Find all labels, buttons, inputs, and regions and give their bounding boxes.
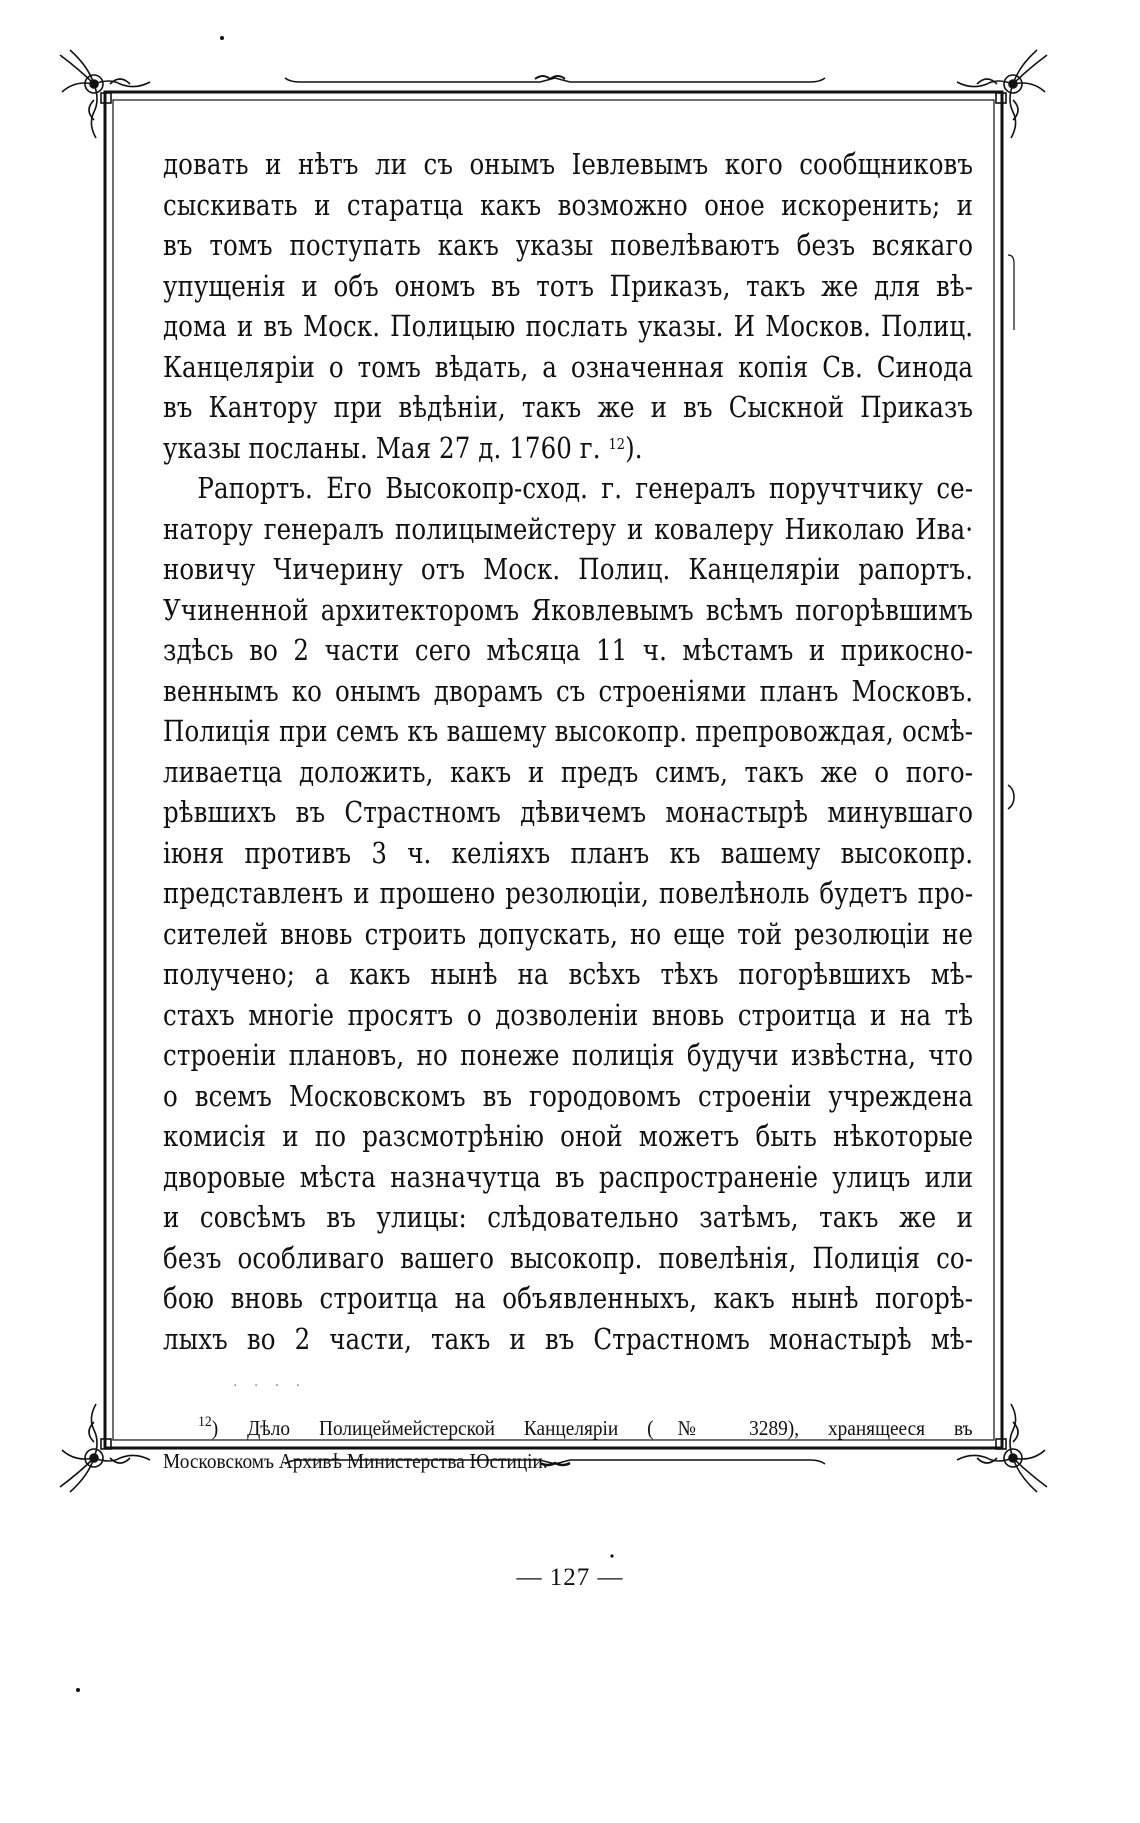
text-line: довать и нѣтъ ли съ онымъ Іевлевымъ кого сообщниковъ [163,148,974,181]
text-line: въ Кантору при вѣдѣніи, такъ же и въ Сыскной Приказъ [163,391,974,424]
text-line: о всемъ Московскомъ въ городовомъ строеніи учреждена [163,1079,974,1113]
text-line: указы посланы. Мая 27 д. 1760 г. [163,431,601,465]
text-line: комисія и по разсмотрѣнію оной можетъ быть нѣкоторые [163,1120,974,1153]
text-line: получено; а какъ нынѣ на всѣхъ тѣхъ погорѣвшихъ мѣ- [163,958,974,991]
text-line-tail: ). [625,431,643,465]
text-line: сыскивать и старатца какъ возможно оное искоренить; и [163,188,974,222]
footnote-reference: 12 [608,434,626,453]
separator-dots: · · · · [233,1378,307,1394]
footnote-line [163,1412,973,1445]
text-line: сителей вновь строить допускать, но еще той резолюціи не [163,917,974,951]
text-line: іюня противъ 3 ч. келіяхъ планъ къ вашему высокопр. [163,836,974,870]
text-line: дома и въ Моск. Полицыю послать указы. И Москов. Полиц. [163,310,974,343]
footnote-marker: 12 [197,1414,212,1430]
text-line: веннымъ ко онымъ дворамъ съ строеніями планъ Московъ. [163,674,974,708]
paragraph-start: Рапортъ. Его Высокопр-сход. г. генералъ поручтчику се- [197,472,974,505]
text-line: натору генералъ полицымейстеру и ковалеру Николаю Ива· [163,512,974,546]
footnote-text: ) Дѣло Полицеймейстерской Канцеляріи (№ 3289), хранящееся въ [211,1416,973,1440]
main-text [163,145,973,1360]
text-line: стахъ многіе просятъ о дозволеніи вновь строитца и на тѣ [163,998,974,1032]
text-line: здѣсь во 2 части сего мѣсяца 11 ч. мѣстамъ и прикосно- [163,634,974,667]
text-line: представленъ и прошено резолюціи, повелѣноль будетъ про- [163,877,974,910]
text-line: новичу Чичерину отъ Моск. Полиц. Канцеляріи рапортъ. [163,553,974,586]
text-line: Канцеляріи о томъ вѣдать, а означенная копія Св. Синода [163,350,974,384]
text-line: ливаетца доложить, какъ и предъ симъ, такъ же о пого- [163,755,974,789]
text-line-with-footnote-ref [163,429,973,470]
page-number: — 127 — [516,1564,624,1591]
text-line: бою вновь строитца на объявленныхъ, какъ нынѣ погорѣ- [163,1282,974,1315]
text-line: строеніи плановъ, но понеже полиція будучи извѣстна, что [163,1039,974,1072]
text-line: въ томъ поступать какъ указы повелѣваютъ безъ всякаго [163,229,974,262]
text-line: лыхъ во 2 части, такъ и въ Страстномъ монастырѣ мѣ- [163,1322,974,1356]
footnote [163,1412,973,1478]
text-line: упущенія и объ ономъ въ тотъ Приказъ, такъ же для вѣ- [163,269,974,303]
text-line: рѣвшихъ въ Страстномъ дѣвичемъ монастырѣ минувшаго [163,796,974,829]
text-line: и совсѣмъ въ улицы: слѣдовательно затѣмъ, такъ же и [163,1201,974,1234]
text-line: Учиненной архитекторомъ Яковлевымъ всѣмъ погорѣвшимъ [163,593,974,627]
text-line: дворовые мѣста назначутца въ распространеніе улицъ или [163,1160,974,1194]
text-line: безъ особливаго вашего высокопр. повелѣнія, Полиція со- [163,1241,974,1275]
text-line: Полиція при семъ къ вашему высокопр. препровождая, осмѣ- [163,715,974,748]
footnote-line: Московскомъ Архивѣ Министерства Юстиціи. [163,1449,548,1473]
